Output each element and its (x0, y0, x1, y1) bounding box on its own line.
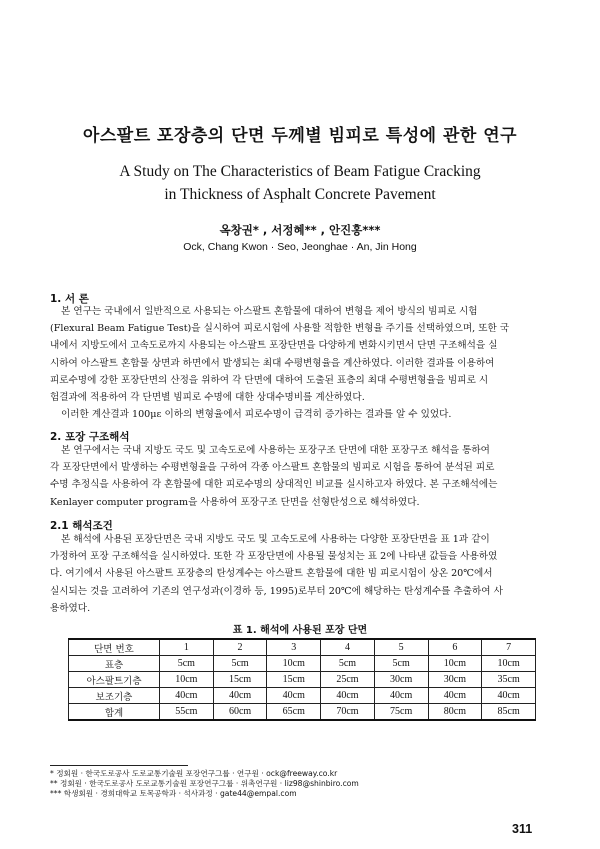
table-column-header: 5 (374, 639, 428, 656)
footnote: *** 학생회원 · 경희대학교 토목공학과 · 석사과정 · gate44@empal.com (50, 789, 297, 798)
table-cell: 30cm (374, 672, 428, 688)
table-cell: 40cm (160, 688, 214, 704)
text-line: 이러한 계산결과 100με 이하의 변형율에서 피로수명이 급격히 증가하는 결과를 알 수 있었다. (61, 409, 452, 421)
table-cell: 80cm (428, 704, 482, 721)
table-cell: 85cm (482, 704, 536, 721)
paper-title-english (0, 160, 600, 206)
table-row (69, 656, 536, 672)
text-line: 험결과에 적용하여 각 단면별 빔피로 수명에 대한 상대수명비를 계산하였다. (50, 392, 365, 404)
table-cell: 70cm (321, 704, 375, 721)
table-column-header: 2 (213, 639, 267, 656)
table-cell: 5cm (321, 656, 375, 672)
paper-title-english-line: A Study on The Characteristics of Beam Fatigue Cracking (119, 163, 481, 180)
table-cell: 10cm (482, 656, 536, 672)
table-row (69, 688, 536, 704)
table-cell: 5cm (160, 656, 214, 672)
table-row-label: 표층 (69, 656, 160, 672)
table-cell: 40cm (428, 688, 482, 704)
footnote-divider (50, 765, 188, 766)
table-row-label: 아스팔트기층 (69, 672, 160, 688)
text-line: Kenlayer computer program을 사용하여 포장구조 단면을 선형탄성으로 해석하였다. (50, 496, 420, 508)
table-cell: 40cm (267, 688, 321, 704)
text-line: 용하였다. (50, 602, 91, 614)
text-line: 가정하여 포장 구조해석을 실시하였다. 또한 각 포장단면에 사용될 물성치는 표 2에 나타낸 값들을 사용하였 (50, 551, 498, 563)
table-cell: 10cm (267, 656, 321, 672)
table-cell: 40cm (213, 688, 267, 704)
text-line: 수명 추정식을 사용하여 각 혼합물에 대한 피로수명의 상대적인 비교를 실시하고자 하였다. 본 구조해석에는 (50, 479, 498, 491)
authors-korean: 옥창권* , 서정혜** , 안진홍*** (219, 223, 381, 237)
table-caption: 표 1. 해석에 사용된 포장 단면 (232, 625, 368, 636)
table-row-label: 합계 (69, 704, 160, 721)
table-cell: 60cm (213, 704, 267, 721)
section-heading: 2. 포장 구조해석 (50, 431, 130, 443)
footnotes (50, 769, 359, 799)
table-cell: 5cm (213, 656, 267, 672)
footnote: ** 정회원 · 한국도로공사 도로교통기술원 포장연구그룹 · 위촉연구원 · liz98@shinbiro.com (50, 779, 359, 788)
pavement-section-table (68, 638, 536, 721)
text-line: 본 연구는 국내에서 일반적으로 사용되는 아스팔트 혼합물에 대하여 변형을 제어 방식의 빔피로 시험 (61, 306, 478, 317)
table-column-header: 4 (321, 639, 375, 656)
table-column-header: 7 (482, 639, 536, 656)
text-line: 실시되는 것을 고려하여 기존의 연구성과(이경하 등, 1995)로부터 20℃에 해당하는 탄성계수를 추출하여 사 (50, 585, 503, 597)
page-number: 311 (512, 822, 533, 836)
footnote: * 정회원 · 한국도로공사 도로교통기술원 포장연구그룹 · 연구원 · ock@freeway.co.kr (50, 769, 338, 778)
authors-english: Ock, Chang Kwon · Seo, Jeonghae · An, Jin Hong (183, 241, 417, 253)
table-header-row (69, 639, 536, 656)
text-line: 본 해석에 사용된 포장단면은 국내 지방도 국도 및 고속도로에 사용하는 다양한 포장단면을 표 1과 같이 (61, 534, 490, 545)
section-body (50, 442, 554, 511)
text-line: 본 연구에서는 국내 지방도 국도 및 고속도로에 사용하는 포장구조 단면에 대한 포장구조 해석을 통하여 (61, 445, 490, 456)
table-row (69, 672, 536, 688)
table-cell: 65cm (267, 704, 321, 721)
table-cell: 10cm (160, 672, 214, 688)
section-body (50, 531, 554, 617)
table-cell: 25cm (321, 672, 375, 688)
text-line: 각 포장단면에서 발생하는 수평변형율을 구하여 각종 아스팔트 혼합물의 빔피로 시험을 통하여 분석된 피로 (50, 462, 495, 474)
table-row-total (69, 704, 536, 721)
table-column-header: 3 (267, 639, 321, 656)
text-line: 내에서 지방도에서 고속도로까지 사용되는 아스팔트 포장단면을 다양하게 변화시키면서 단면 구조해석을 실 (50, 340, 498, 352)
section-heading: 1. 서 론 (50, 293, 89, 305)
text-line: (Flexural Beam Fatigue Test)을 실시하여 피로시험에 사용할 적합한 변형율 주기를 선택하였으며, 또한 국 (50, 323, 510, 335)
table-column-header: 1 (160, 639, 214, 656)
table-cell: 75cm (374, 704, 428, 721)
table-cell: 55cm (160, 704, 214, 721)
text-line: 피로수명에 강한 포장단면의 산정을 위하여 각 단면에 대하여 도출된 표층의 최대 수평변형율을 빔피로 시 (50, 374, 489, 386)
table-cell: 40cm (374, 688, 428, 704)
text-line: 시하여 아스팔트 혼합물 상면과 하면에서 발생되는 최대 수평변형율을 계산하였다. 이러한 결과를 이용하여 (50, 357, 495, 369)
table-cell: 10cm (428, 656, 482, 672)
table-cell: 40cm (482, 688, 536, 704)
subsection-heading: 2.1 해석조건 (50, 520, 113, 532)
paper-title-korean: 아스팔트 포장층의 단면 두께별 빔피로 특성에 관한 연구 (82, 126, 518, 146)
table-cell: 40cm (321, 688, 375, 704)
table-cell: 30cm (428, 672, 482, 688)
section-body (50, 303, 554, 423)
table-cell: 35cm (482, 672, 536, 688)
table-cell: 15cm (267, 672, 321, 688)
table-header-label: 단면 번호 (69, 639, 160, 656)
table-column-header: 6 (428, 639, 482, 656)
table-cell: 15cm (213, 672, 267, 688)
paper-title-english-line: in Thickness of Asphalt Concrete Pavement (164, 186, 436, 203)
text-line: 다. 여기에서 사용된 아스팔트 포장층의 탄성계수는 아스팔트 혼합물에 대한 빔 피로시험이 상온 20℃에서 (50, 568, 493, 580)
table-cell: 5cm (374, 656, 428, 672)
table-row-label: 보조기층 (69, 688, 160, 704)
